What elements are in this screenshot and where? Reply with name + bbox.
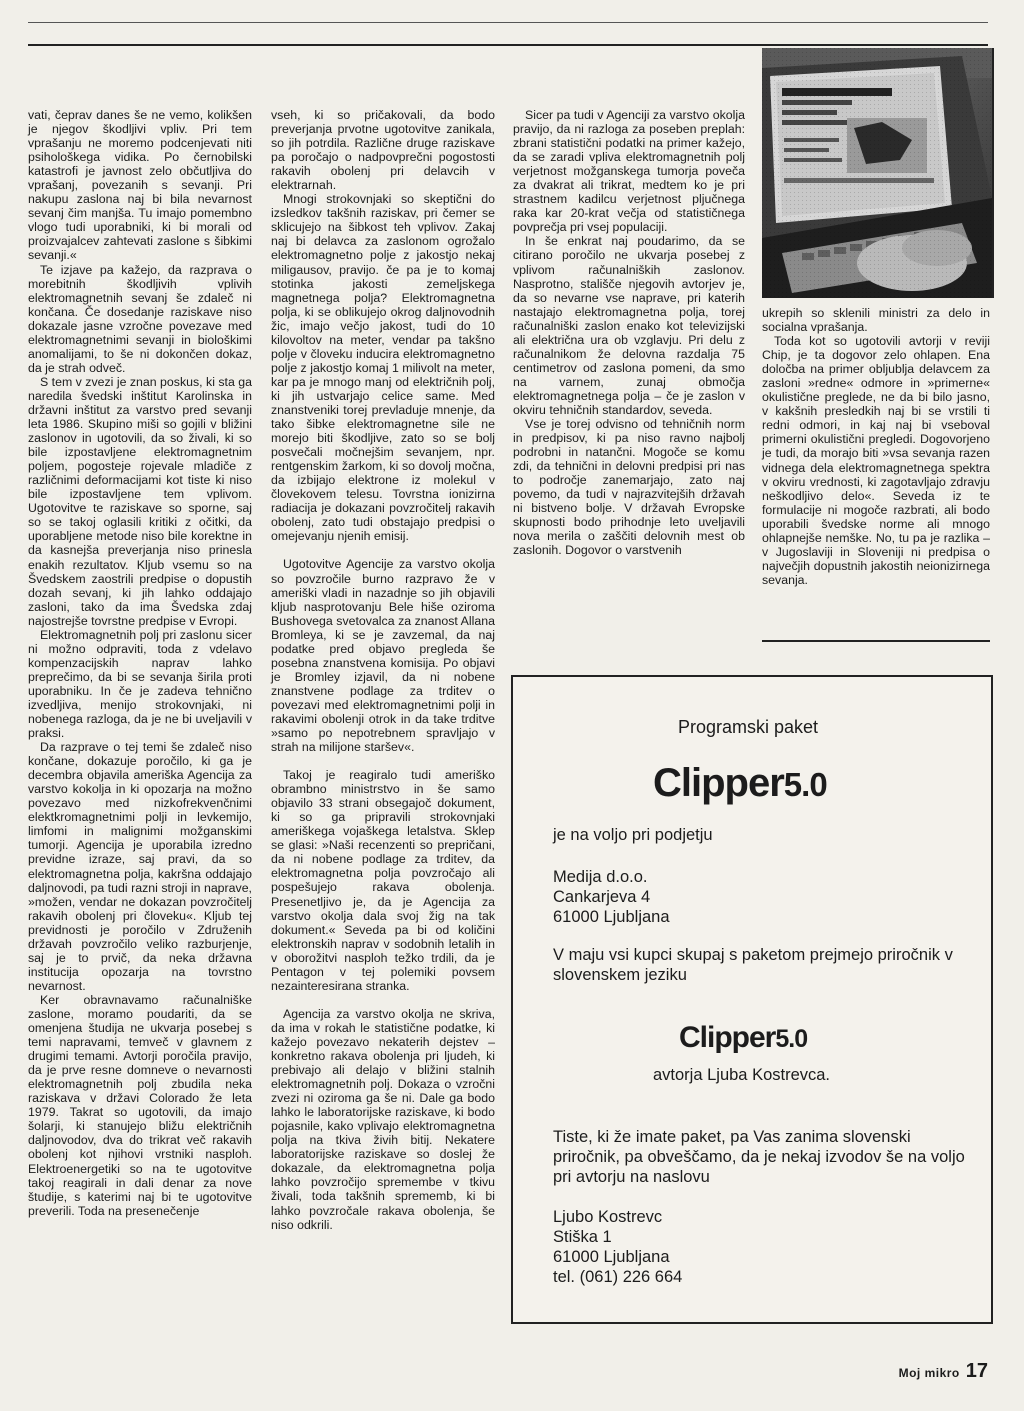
computer-monitor-photo-icon [762,48,994,298]
note-line-2: priročnik, pa obveščamo, da je nekaj izvodov še na voljo [553,1148,965,1166]
product-name: Clipper [653,761,784,805]
ad-heading: Programski paket [678,717,819,737]
product-name: Clipper [679,1021,776,1054]
contact-name: Ljubo Kostrevc [553,1208,663,1226]
ad-product-title-2 [679,1021,807,1055]
note-line-3: pri avtorju na naslovu [553,1168,710,1186]
paragraph: Te izjave pa kažejo, da razprava o morebitnih škodljivih vplivih elektromagnetnih sevanj še zdaleč ni končana. Če dosedanje raziskave niso dokazale jasne vzročne povezave med elektromagnetnimi sevanji in biološkimi anomalijami, to še ni dokončen dokaz, da je strah odveč. [28,262,252,375]
company-city: 61000 Ljubljana [553,908,670,926]
product-version: 5.0 [775,1025,808,1053]
ad-product-title [653,761,827,806]
paragraph: Ker obravnavamo računalniške zaslone, moramo poudariti, da se omenjena študija ne ukvarja posebej s temi napravami, temveč v glavnem z drugimi temami. Avtorji poročila pravijo, da je prve resne domneve o nevarnosti elektromagnetnih polj zbudila neka raziskava v državi Colorado že leta 1979. Takrat so ugotovili, da imajo šolarji, ki stanujejo bližu električnih daljnovodov, dva do trikrat več rakavih obolenj kot njihovi vrstniki nasploh. Elektroenergetiki so na te ugotovitve takoj reagirali in dali denar za nove študije, s katerimi naj bi te ugotovitve preverili. Toda na presenečenje [28,992,252,1218]
contact-city: 61000 Ljubljana [553,1248,670,1266]
paragraph: Takoj je reagiralo tudi ameriško obrambno ministrstvo in še samo objavilo 33 strani obsegajoč dokument, ki so ga pripravili strokovnjaki ameriškega vojaškega letalstva. Sklep se glasi: »Naši recenzenti so prepričani, da ni nobene podlage za trditev, da elektromagnetna polja povzročajo ali pospešujejo rakava obolenja. Presenetljivo je, da je Agencija za varstvo okolja dala svoj žig na tak dokument.« Seveda pa bi od količini elektronskih naprav v sodobnih letalih in v oborožitvi nasploh težko trdili, da je Pentagon v tej polemiki povsem nezainteresirana stranka. [271,768,495,993]
contact-phone: tel. (061) 226 664 [553,1268,683,1286]
top-rule-thick [28,44,988,46]
article-column-1 [28,108,252,1218]
page-number: 17 [965,1360,988,1382]
paragraph: Elektromagnetnih polj pri zaslonu sicer ni možno odpraviti, toda z vdelavo kompenzacijskih naprav lahko preprečimo, da bi se sevanja širila proti uporabniku. In če je zadeva tehnično izvedljiva, menijo strokovnjaki, ni nobenega razloga, da je ne bi uveljavili v praksi. [28,627,252,741]
paragraph: In še enkrat naj poudarimo, da se citirano poročilo ne ukvarja posebej z vplivom računalniških zaslonov. Nasprotno, stališče njegovih avtorjev je, da so nevarne vse naprave, pri katerih nastajajo elektromagnetna polja, torej računalniški zaslon enako kot televizijski ali električna ura ob vzglavju. Pri delu z računalnikom že delovna razdalja 75 centimetrov od zaslona pomeni, da smo na varnem, zunaj območja elektromagnetnega polja – če je zaslon v okviru tehničnih standardov, seveda. [513,234,745,417]
top-rule [28,22,988,23]
article-column-3 [513,108,745,558]
paragraph: Toda kot so ugotovili avtorji v reviji Chip, je ta dogovor zelo ohlapen. Ena določba na primer obljublja delavcem za zasloni »redne« odmore in »primerne« okulistične preglede, ne da bi bilo jasno, v kakšnih presledkih naj bi se vrstili ti redni odmori, in kaj naj bi vseboval primerni okulistični pregledi. Dogovorjeno je tudi, da morajo biti »vsa sevanja razen vidnega dela elektromagnetnega spektra v okviru vrednosti, ki zagotavljajo zdravju neškodljivo delo«. Seveda iz te formulacije ni mogoče razbrati, ali bodo uporabili švedske norme ali mnogo ohlapnejše nemške. No, tu pa je razlika – v Jugoslaviji in Sloveniji ni predpisa o največjih dopustnih jakostih neionizirnega sevanja. [762,334,990,587]
paragraph: Da razprave o tej temi še zdaleč niso končane, dokazuje poročilo, ki ga je decembra objavila ameriška Agencija za varstvo kokolja in ki opozarja na možno povezavo med nizkofrekvenčnimi elektkromagnetnimi polji in levkemijo, limfomi in malignimi možganskimi tumorji. Agencija je uporabila izredno previdne izraze, saj pravi, da so elektromagnetna polja, kakršna oddajajo daljnovodi, pa tudi razni stroji in naprave, »možen, vendar ne dokazan povzročitelj rakavih obolenj pri človeku«. Kljub tej previdnosti je poročilo v Združenih državah povzročilo veliko razburjenje, saj je to prvič, da neka državna institucija opozarja na tovrstno nevarnost. [28,740,252,993]
company-street: Cankarjeva 4 [553,888,651,906]
note-line-1: Tiste, ki že imate paket, pa Vas zanima slovenski [553,1128,911,1146]
page-footer [899,1360,988,1383]
offer-line-1: V maju vsi kupci skupaj s paketom prejmejo priročnik v [553,946,953,964]
paragraph: ukrepih so sklenili ministri za delo in socialna vprašanja. [762,306,990,335]
paragraph: vati, čeprav danes še ne vemo, kolikšen je njegov škodljivi vpliv. Pri tem vprašanju ne moremo podcenjevati niti psihološkega vidika. Po černobilski katastrofi je javnost zelo občutljiva do vprašanj, povezanih s sevanji. Pri nakupu zaslona naj bi bila nevarnost sevanj čim manjša. Tu imajo pomembno vlogo tudi uporabniki, ki bi morali od proizvajalcev zahtevati zaslone s šibkimi sevanji.« [28,108,252,263]
contact-street: Stiška 1 [553,1228,612,1246]
paragraph: Ugotovitve Agencije za varstvo okolja so povzročile burno razpravo že v ameriški vladi in nazadnje so jih objavili kljub nasprotovanju Bele hiše oziroma Bushovega svetovalca za znanost Allana Bromleya, ki se je zavzemal, da naj podatke pred objavo pregleda še posebna znanstvena komisija. Po objavi je Bromley izjavil, da ni nobene znanstvene podlage za trditev o povezavi med elektromagnetnimi polji in rakavimi obolenji otrok in da take trditve »samo po nepotrebnem spravljajo v strah na milijone staršev«. [271,557,495,755]
paragraph: Mnogi strokovnjaki so skeptični do izsledkov takšnih raziskav, pri čemer se sklicujejo na šibkost teh vplivov. Zakaj naj bi delavca za zaslonom ogrožalo elektromagnetno polje z jakostjo nekaj miligausov, pravijo. če pa je to komaj stotinka jakosti zemeljskega magnetnega polja? Elektromagnetna polja, ki se oblikujejo okrog daljnovodnih žic, imajo večjo jakost, tudi do 10 kilovoltov na meter, vendar pa takšno polje v človeku inducira elektromagnetno polje z jakostjo komaj 1 milivolt na meter, kar pa je mnogo manj od električnih polj, ki jih ustvarjajo celice same. Med znanstveniki torej prevladuje mnenje, da tako šibke elektromagnetne sile ne morejo biti škodljive, zato so se bolj posvečali močnejšim sevanjem, npr. rentgenskim žarkom, ki so dovolj močna, da izbijajo elektrone iz molekul v človekovem telesu. Tovrstna ionizirna radiacija je dokazani povzročitelj rakavih obolenj, zato tudi obstajajo predpisi o omejevanju njenih emisij. [271,192,495,544]
product-version: 5.0 [783,766,827,803]
article-column-4 [762,306,990,587]
column-end-rule [762,640,990,642]
paragraph: Sicer pa tudi v Agenciji za varstvo okolja pravijo, da ni razloga za poseben preplah: zbrani statistični podatki na primer kažejo, da se zaradi vpliva elektromagnetnih polj verjetnost možganskega tumorja poveča za dvakrat ali trikrat, medtem ko je pri strastnem kadilcu verjetnost pljučnega raka kar 20-krat večja od statističnega povprečja pri vsej populaciji. [513,108,745,235]
company-name: Medija d.o.o. [553,868,648,886]
author-line: avtorja Ljuba Kostrevca. [653,1066,831,1084]
paragraph: S tem v zvezi je znan poskus, ki sta ga naredila švedski inštitut Karolinska in državni inštitut za varstvo pred sevanji leta 1986. Skupino miši so gojili v bližini zaslonov in ugotovili, da so živali, ki so bile izpostavljene elektromagnetnim poljem, pogosteje rojevale mladiče z različnimi deformacijami kot tiste ki niso bile izpostavljene tem vplivom. Ugotovitve te raziskave so sporne, saj so se takoj oglasili kritiki z očitki, da uporabljene metode niso bile korektne in da kasnejša preverjanja niso prinesla enakih rezultatov. Kljub vsemu so na Švedskem zaostrili predpise o dopustih dozah sevanj, ki jih lahko oddajajo zasloni, tako da ima Švedska zdaj najostrejše tovrstne predpise v Evropi. [28,374,252,628]
clipper-advertisement [511,675,993,1324]
magazine-name: Moj mikro [898,1366,960,1380]
ad-available-line: je na volјo pri podjetju [553,826,713,844]
article-column-2 [271,108,495,1232]
offer-line-2: slovenskem jeziku [553,966,687,984]
paragraph: Agencija za varstvo okolja ne skriva, da ima v rokah le statistične podatke, ki kažejo povezavo nekaterih dejstev – konkretno rakava obolenja pri ljudeh, ki prebivajo ali delajo v bližini stalnih elektromagnetnih polj. Dokaza o vzročni zvezi ni oziroma ga še ni. Dale ga bodo lahko le laboratorijske raziskave, ki bodo pojasnile, kako vplivajo elektromagnetna polja na tkiva živih bitij. Nekatere laboratorijske raziskave so dosleј že dokazale, da elektromagnetna polja lahko povzročijo spremembe v tkivu živali, toda takšnih sprememb, ki bi lahko povzročale rakava obolenja, še niso odkrili. [271,1006,495,1232]
paragraph: Vse je torej odvisno od tehničnih norm in predpisov, ki pa niso ravno najbolj podrobni in natančni. Mogoče se komu zdi, da tehnični in delovni predpisi pri nas to področje zanemarjajo, zato naj povemo, da tudi v najrazvitejših državah ni bistveno bolje. V državah Evropske skupnosti bodo prihodnje leto uveljavili nova merila o zaščiti delovnih mest ob zaslonih. Dogovor o varstvenih [513,417,745,558]
monitor-photo-illustration-icon [762,48,992,298]
paragraph: vseh, ki so pričakovali, da bodo preverjanja prvotne ugotovitve zanikala, so jih potrdila. Različne druge raziskave pa poročajo o nadpovprečni pogostosti rakavih obolenj pri delavcih v elektrarnah. [271,108,495,193]
